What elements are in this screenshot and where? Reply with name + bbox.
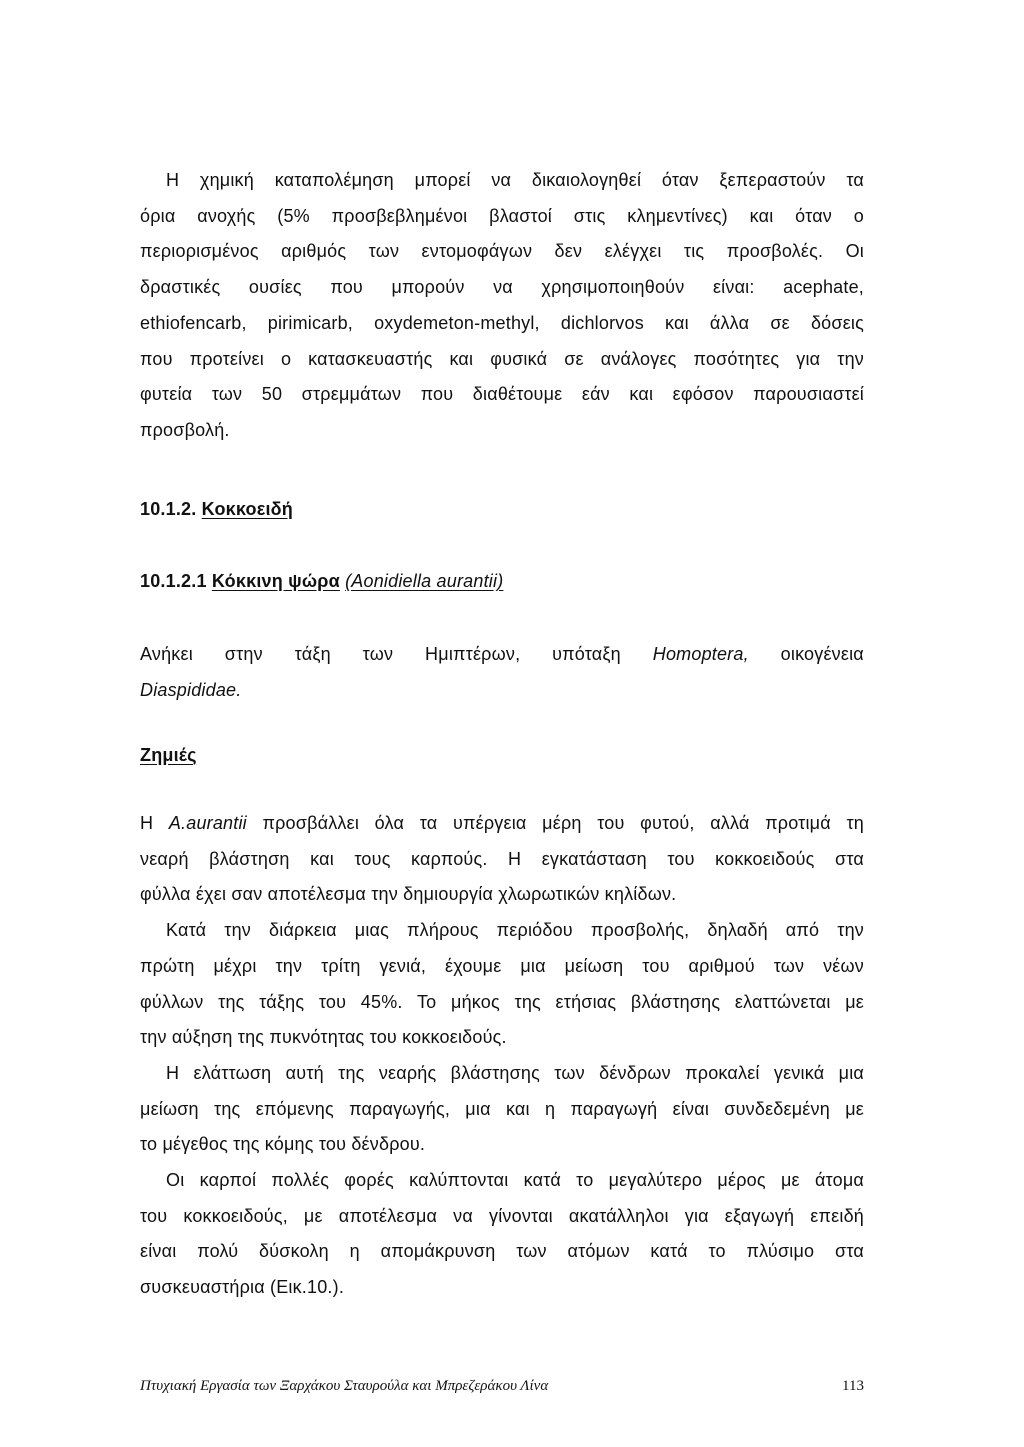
paragraph-line: Κατά την διάρκεια μιας πλήρους περιόδου προσβολής, δηλαδή από την: [166, 920, 864, 941]
word: στην: [224, 644, 263, 664]
paragraph-line: δραστικές ουσίες που μπορούν να χρησιμοποιηθούν είναι: acephate,: [140, 277, 864, 298]
section-heading: [140, 492, 864, 528]
paragraph-line: φυτεία των 50 στρεμμάτων που διαθέτουμε εάν και εφόσον παρουσιαστεί: [140, 384, 864, 405]
section-title: Κοκκοειδή: [201, 499, 293, 519]
paragraph-line: του κοκκοειδούς, με αποτέλεσμα να γίνονται ακατάλληλοι για εξαγωγή επειδή: [140, 1205, 864, 1226]
paragraph-line: [140, 806, 864, 842]
section-number: 10.1.2.: [140, 499, 197, 519]
paragraph-line: ethiofencarb, pirimicarb, oxydemeton-methyl, dichlorvos και άλλα σε δόσεις: [140, 312, 864, 333]
paragraph-line: την αύξηση της πυκνότητας του κοκκοειδούς.: [140, 1027, 507, 1048]
paragraph-line: Οι καρποί πολλές φορές καλύπτονται κατά το μεγαλύτερο μέρος με άτομα: [166, 1170, 864, 1191]
paragraph-line: φύλλα έχει σαν αποτέλεσμα την δημιουργία χλωρωτικών κηλίδων.: [140, 884, 677, 905]
damages-heading: Ζημιές: [140, 745, 197, 765]
footer-text: Πτυχιακή Εργασία των Ξαρχάκου Σταυρούλα και Μπρεζεράκου Λίνα: [140, 1378, 549, 1394]
paragraph-line: προσβολή.: [140, 419, 230, 440]
paragraph-line: Η ελάττωση αυτή της νεαρής βλάστησης των δένδρων προκαλεί γενικά μια: [166, 1062, 864, 1083]
paragraph-line: μείωση της επόμενης παραγωγής, μια και η παραγωγή είναι συνδεδεμένη με: [140, 1098, 864, 1119]
page-number: 113: [842, 1378, 864, 1394]
damages-body: [140, 806, 864, 1306]
word: τάξη: [294, 644, 331, 664]
word: Ημιπτέρων,: [425, 644, 521, 664]
paragraph-line: νεαρή βλάστηση και τους καρπούς. Η εγκατάσταση του κοκκοειδούς στα: [140, 848, 864, 869]
classification-line: [140, 637, 864, 673]
page-footer: [140, 1378, 864, 1395]
order-name: Homoptera,: [652, 644, 749, 664]
word: Ανήκει: [140, 644, 193, 664]
paragraph-line: Η χημική καταπολέμηση μπορεί να δικαιολογηθεί όταν ξεπεραστούν τα: [166, 170, 864, 190]
species-name: A.aurantii: [168, 813, 247, 833]
subsection-heading: [140, 564, 864, 600]
paragraph-line: όρια ανοχής (5% προσβεβλημένοι βλαστοί στις κλημεντίνες) και όταν ο: [140, 205, 864, 226]
paragraph-line: φύλλων της τάξης του 45%. Το μήκος της ετήσιας βλάστησης ελαττώνεται με: [140, 991, 864, 1012]
text-fragment: προσβάλλει όλα τα υπέργεια μέρη του φυτού, αλλά προτιμά τη: [246, 813, 864, 833]
classification-paragraph: [140, 637, 864, 708]
paragraph-line: που προτείνει ο κατασκευαστής και φυσικά σε ανάλογες ποσότητες για την: [140, 348, 864, 369]
word: των: [362, 644, 394, 664]
subsection-latin-name: (Aonidiella aurantii): [345, 571, 504, 591]
subsection-number: 10.1.2.1: [140, 571, 207, 591]
word: οικογένεια: [780, 644, 864, 664]
paragraph-line: περιορισμένος αριθμός των εντομοφάγων δεν ελέγχει τις προσβολές. Οι: [140, 241, 864, 262]
text-fragment: Η: [140, 813, 169, 833]
paragraph-line: το μέγεθος της κόμης του δένδρου.: [140, 1134, 426, 1155]
subsection-title: Κόκκινη ψώρα: [211, 571, 340, 591]
paragraph-line: συσκευαστήρια (Εικ.10.).: [140, 1277, 345, 1298]
family-name: Diaspididae.: [140, 679, 242, 700]
paragraph-line: είναι πολύ δύσκολη η απομάκρυνση των ατόμων κατά το πλύσιμο στα: [140, 1241, 864, 1262]
word: υπόταξη: [552, 644, 621, 664]
paragraph-line: πρώτη μέχρι την τρίτη γενιά, έχουμε μια μείωση του αριθμού των νέων: [140, 955, 864, 976]
intro-paragraph: [140, 163, 864, 449]
